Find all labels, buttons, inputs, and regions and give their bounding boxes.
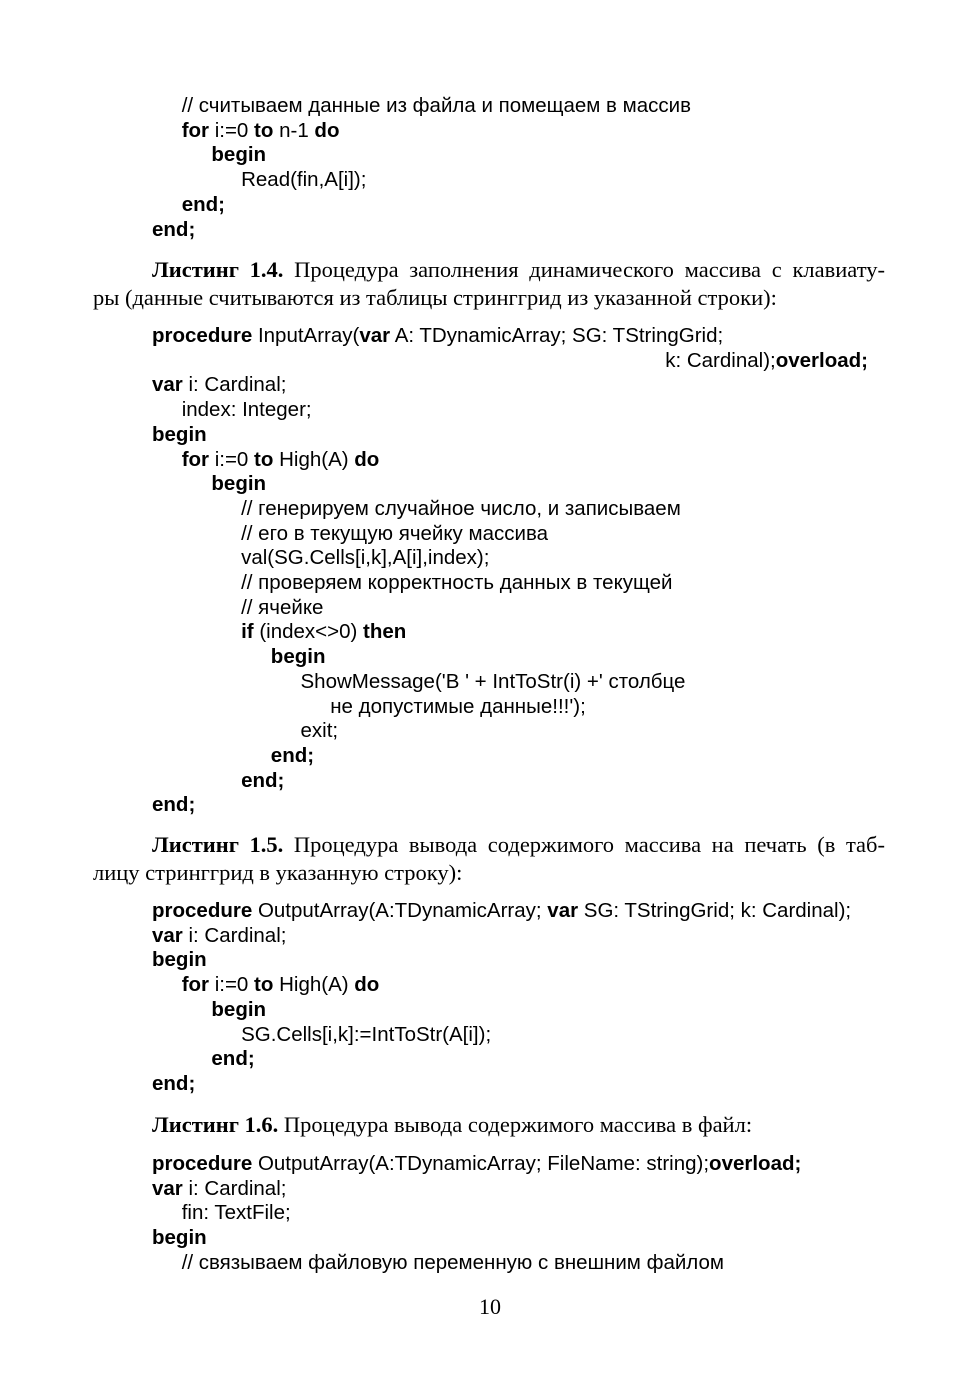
code-keyword: begin <box>152 422 207 446</box>
code-line <box>271 644 326 669</box>
code-keyword: var <box>359 324 391 347</box>
paragraph-text: Процедура вывода содержимого массива на печать (в таб- <box>283 832 885 857</box>
code-text: InputArray( <box>252 324 360 347</box>
code-line <box>665 348 868 373</box>
code-text: i:=0 <box>209 447 255 471</box>
code-line <box>152 1071 195 1096</box>
code-line <box>211 1046 254 1071</box>
code-keyword: for <box>181 118 210 142</box>
code-line <box>211 142 266 167</box>
code-keyword: do <box>314 118 340 142</box>
code-line <box>152 217 195 242</box>
code-keyword: var <box>152 1176 183 1200</box>
listing-label: Листинг 1.5. <box>152 832 284 857</box>
code-keyword: overload; <box>709 1152 802 1175</box>
code-line <box>152 923 286 948</box>
paragraph-text: Процедура вывода содержимого массива в файл: <box>278 1112 753 1137</box>
code-line <box>211 997 266 1022</box>
code-keyword: end; <box>241 768 285 792</box>
code-keyword: begin <box>211 472 267 496</box>
code-keyword: overload; <box>775 348 868 372</box>
code-text: fin: TextFile; <box>181 1201 291 1225</box>
listing-label: Листинг 1.6. <box>152 1112 279 1137</box>
code-text: n-1 <box>273 118 315 142</box>
code-line <box>182 118 340 143</box>
code-line <box>241 595 323 620</box>
code-line <box>152 947 207 972</box>
code-keyword: begin <box>211 143 267 167</box>
code-line <box>211 471 266 496</box>
code-keyword: then <box>363 620 407 644</box>
code-keyword: do <box>354 447 380 471</box>
code-keyword: end; <box>181 192 225 216</box>
code-keyword: procedure <box>152 899 253 922</box>
code-line <box>301 718 339 743</box>
code-line <box>152 323 723 348</box>
code-line <box>241 1022 491 1047</box>
code-line <box>241 496 681 521</box>
code-keyword: var <box>152 923 183 947</box>
code-line <box>152 792 195 817</box>
code-keyword: for <box>181 447 210 471</box>
code-text: k: Cardinal); <box>665 348 776 372</box>
code-line <box>152 1176 286 1201</box>
code-keyword: procedure <box>152 324 253 347</box>
code-keyword: for <box>181 973 210 997</box>
code-text: OutputArray(A:TDynamicArray; FileName: string); <box>252 1152 710 1175</box>
code-line <box>330 694 586 719</box>
code-text: i: Cardinal; <box>182 1176 287 1200</box>
code-line <box>241 768 284 793</box>
paragraph-line <box>93 859 885 886</box>
code-line <box>241 545 489 570</box>
code-text: val(SG.Cells[i,k],A[i],index); <box>241 546 490 570</box>
code-text: SG: TStringGrid; k: Cardinal); <box>578 899 852 922</box>
code-text: High(A) <box>273 973 355 997</box>
code-keyword: procedure <box>152 1152 253 1175</box>
code-text: OutputArray(A:TDynamicArray; <box>252 899 548 922</box>
code-text: Read(fin,A[i]); <box>241 168 367 192</box>
code-text: // считываем данные из файла и помещаем в массив <box>181 94 691 117</box>
code-line <box>182 1250 724 1275</box>
paragraph-text: Процедура заполнения динамического массива с клавиату- <box>283 257 885 282</box>
code-line <box>241 167 366 192</box>
code-line <box>152 372 286 397</box>
paragraph-text: ры (данные считываются из таблицы стринггрид из указанной строки): <box>93 284 777 310</box>
code-keyword: end; <box>152 217 196 241</box>
listing-label: Листинг 1.4. <box>152 257 284 282</box>
code-text: не допустимые данные!!!'); <box>330 694 586 718</box>
code-line <box>241 521 548 546</box>
code-line <box>241 570 672 595</box>
paragraph-line <box>152 831 885 858</box>
paragraph-line <box>152 256 885 283</box>
code-text: i: Cardinal; <box>182 373 287 397</box>
code-keyword: end; <box>152 1071 196 1095</box>
code-text: // генерируем случайное число, и записываем <box>241 496 681 520</box>
code-line <box>271 743 314 768</box>
code-line <box>182 192 225 217</box>
code-line <box>182 1200 291 1225</box>
code-keyword: do <box>354 973 380 997</box>
code-text: // связываем файловую переменную с внешним файлом <box>181 1250 724 1274</box>
code-line <box>301 669 686 694</box>
code-line <box>182 93 691 118</box>
code-text: High(A) <box>273 447 355 471</box>
code-keyword: if <box>241 620 254 644</box>
code-text: ShowMessage('В ' + IntToStr(i) +' столбце <box>300 669 686 693</box>
code-text: // ячейке <box>241 595 324 619</box>
paragraph-line <box>152 1111 885 1138</box>
code-keyword: to <box>254 447 274 471</box>
code-keyword: var <box>547 899 579 922</box>
code-line <box>152 1151 801 1176</box>
page-number: 10 <box>479 1294 501 1319</box>
code-keyword: end; <box>270 743 315 767</box>
code-text: A: TDynamicArray; SG: TStringGrid; <box>390 324 724 347</box>
code-text: (index<>0) <box>253 620 364 644</box>
code-line <box>152 422 207 447</box>
code-line <box>182 972 380 997</box>
code-keyword: begin <box>152 1226 207 1250</box>
paragraph-line <box>93 284 885 311</box>
code-line <box>182 397 312 422</box>
code-text: i: Cardinal; <box>182 923 287 947</box>
code-keyword: begin <box>270 645 326 669</box>
code-keyword: begin <box>152 948 207 972</box>
code-keyword: to <box>254 118 274 142</box>
code-keyword: end; <box>152 793 196 817</box>
code-keyword: to <box>254 973 274 997</box>
code-text: // его в текущую ячейку массива <box>241 521 549 545</box>
code-line <box>152 898 851 923</box>
code-text: exit; <box>300 719 339 743</box>
code-keyword: begin <box>211 997 267 1021</box>
code-text: i:=0 <box>209 973 255 997</box>
code-line <box>182 447 380 472</box>
code-text: // проверяем корректность данных в текущей <box>241 571 673 594</box>
code-line <box>241 619 406 644</box>
code-text: SG.Cells[i,k]:=IntToStr(A[i]); <box>241 1022 492 1046</box>
code-keyword: end; <box>211 1047 255 1071</box>
code-line <box>152 1225 207 1250</box>
code-text: index: Integer; <box>181 398 312 422</box>
code-keyword: var <box>152 373 183 397</box>
paragraph-text: лицу стринггрид в указанную строку): <box>93 859 463 885</box>
code-text: i:=0 <box>209 118 255 142</box>
